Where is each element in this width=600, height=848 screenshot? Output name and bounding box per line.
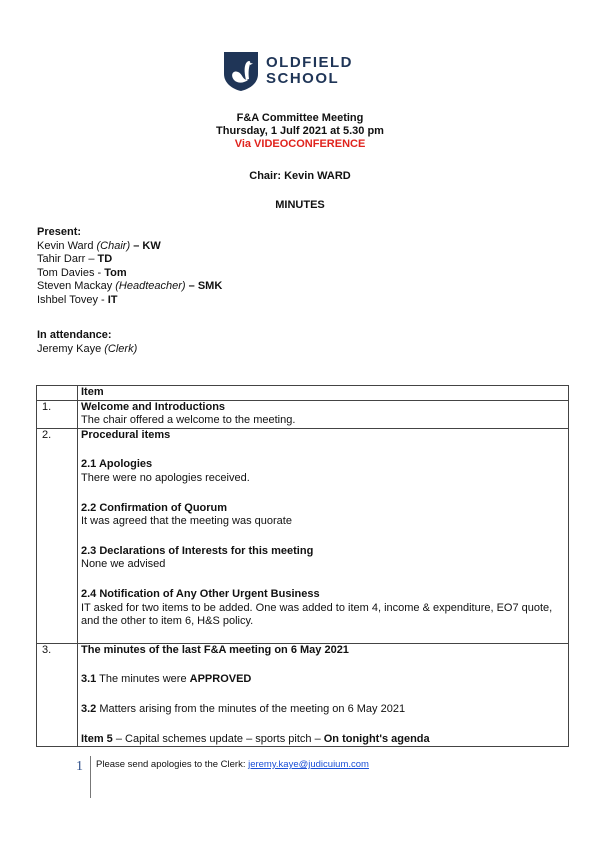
meeting-chair: Chair: Kevin WARD	[249, 170, 351, 182]
swan-crest-icon	[222, 50, 260, 92]
item-title: Welcome and Introductions	[81, 400, 226, 413]
footer-divider	[90, 756, 91, 798]
logo-line-2: SCHOOL	[266, 70, 340, 87]
present-person: Tom Davies - Tom	[37, 266, 127, 279]
sub-item-matters-arising: 3.2 Matters arising from the minutes of the meeting on 6 May 2021	[81, 702, 406, 715]
item-title: The minutes of the last F&A meeting on 6 May 2021	[81, 643, 349, 656]
meeting-venue: Via VIDEOCONFERENCE	[234, 138, 366, 150]
item-number: 3.	[37, 643, 78, 746]
present-person: Ishbel Tovey - IT	[37, 293, 118, 306]
school-logo	[222, 50, 353, 92]
page-number: 1	[76, 759, 83, 774]
attendance-label: In attendance:	[37, 329, 112, 341]
present-section	[37, 226, 222, 308]
minutes-heading: MINUTES	[275, 199, 325, 211]
footer-note	[96, 759, 369, 770]
meeting-title: F&A Committee Meeting	[236, 112, 364, 124]
table-header-row	[37, 386, 569, 401]
item-content	[78, 643, 569, 746]
logo-line-1: OLDFIELD	[266, 54, 353, 71]
present-person: Tahir Darr – TD	[37, 253, 113, 266]
clerk-email-link[interactable]: jeremy.kaye@judicuium.com	[248, 759, 369, 770]
item-number: 1.	[37, 400, 78, 428]
present-person: Kevin Ward (Chair) – KW	[37, 239, 161, 252]
minutes-table	[36, 385, 569, 747]
attendance-section	[37, 329, 137, 356]
present-person: Steven Mackay (Headteacher) – SMK	[37, 280, 223, 293]
present-label: Present:	[37, 226, 82, 238]
sub-item-urgent-business: 2.4 Notification of Any Other Urgent Business IT asked for two items to be added. One was added to item 4, income & expenditure, EO7 quote, and the other to item 6, H&S policy.	[81, 587, 553, 628]
sub-item-item5: Item 5 – Capital schemes update – sports pitch – On tonight's agenda	[81, 732, 430, 745]
table-row	[37, 643, 569, 746]
item-number: 2.	[37, 428, 78, 643]
meeting-date: Thursday, 1 Julf 2021 at 5.30 pm	[216, 125, 384, 137]
sub-item-quorum: 2.2 Confirmation of Quorum It was agreed that the meeting was quorate	[81, 501, 292, 528]
item-title: Procedural items	[81, 428, 171, 441]
item-content	[78, 428, 569, 643]
sub-item-minutes-approved: 3.1 The minutes were APPROVED	[81, 673, 252, 686]
logo-wordmark	[266, 55, 353, 87]
sub-item-declarations: 2.3 Declarations of Interests for this meeting None we advised	[81, 544, 314, 571]
table-row	[37, 400, 569, 428]
item-text: The chair offered a welcome to the meeting.	[81, 414, 296, 427]
table-row	[37, 428, 569, 643]
table-header-num	[37, 386, 78, 401]
sub-item-apologies: 2.1 Apologies There were no apologies received.	[81, 458, 250, 484]
footer-text: Please send apologies to the Clerk:	[96, 759, 249, 770]
attendance-person: Jeremy Kaye (Clerk)	[37, 342, 138, 355]
table-header-item: Item	[78, 386, 569, 401]
item-content	[78, 400, 569, 428]
